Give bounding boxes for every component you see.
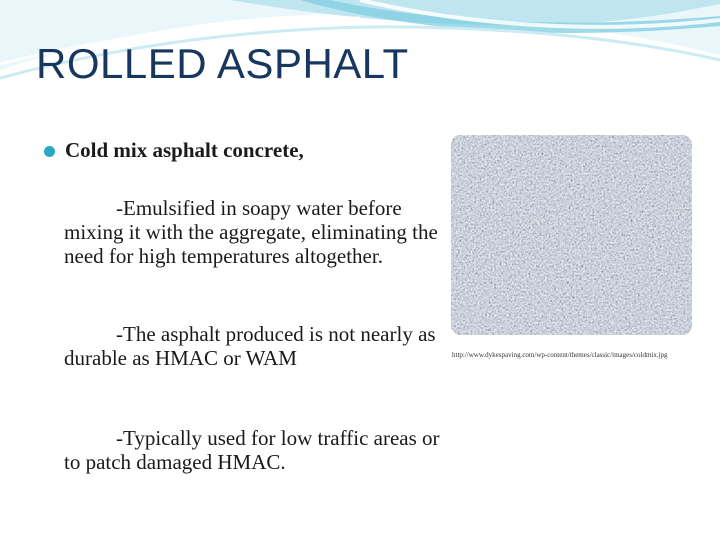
paragraph-emulsified: -Emulsified in soapy water before mixing it with the aggregate, eliminating the need for high temperatures altogether. bbox=[64, 196, 438, 268]
cold-mix-asphalt-photo bbox=[451, 135, 692, 335]
bullet-text: Cold mix asphalt concrete, bbox=[65, 138, 304, 162]
image-source-caption: http://www.dykespaving.com/wp-content/themes/classic/images/coldmix.jpg bbox=[452, 351, 668, 359]
paragraph-usage: -Typically used for low traffic areas or to patch damaged HMAC. bbox=[64, 426, 440, 474]
bullet-item bbox=[44, 138, 304, 163]
slide-title: ROLLED ASPHALT bbox=[36, 40, 409, 87]
round-bullet-icon bbox=[44, 146, 55, 157]
paragraph-durability: -The asphalt produced is not nearly as durable as HMAC or WAM bbox=[64, 322, 436, 370]
